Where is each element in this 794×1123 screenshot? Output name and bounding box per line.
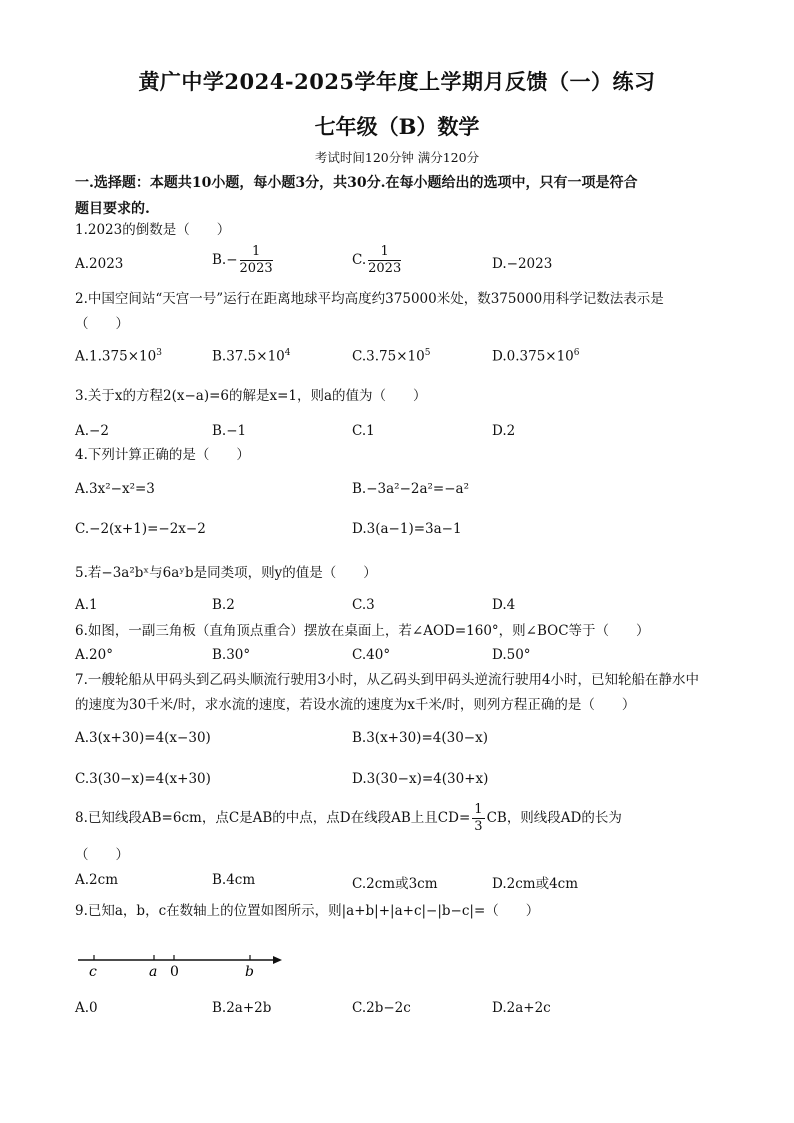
q5-option-d: D.4 [492, 597, 516, 613]
label-b: b [245, 964, 254, 980]
q8-option-b: B.4cm [212, 872, 256, 888]
q9-option-b: B.2a+2b [212, 1000, 272, 1016]
q3-option-a: A.−2 [75, 423, 109, 439]
question-2-stem: 2.中国空间站“天宫一号”运行在距离地球平均高度约375000米处，数375000用科学记数法表示是 （ ） [75, 291, 664, 332]
question-9-stem: 9.已知a，b，c在数轴上的位置如图所示，则|a+b|+|a+c|−|b−c|=（ ） [75, 903, 540, 919]
q9-option-c: C.2b−2c [352, 1000, 411, 1016]
q2-option-a: $A.1.375\times 10^3$ [75, 348, 162, 365]
q2-option-c: $C.3.75\times 10^5$ [352, 348, 431, 365]
q7-option-b: B.3(x+30)=4(30−x) [352, 730, 488, 746]
q6-option-d: D.50° [492, 647, 531, 663]
q2-option-d: $D.0.375\times 10^6$ [492, 348, 580, 365]
q7-option-d: D.3(30−x)=4(30+x) [352, 771, 489, 787]
section-line-2: 题目要求的. [75, 201, 150, 217]
q1-option-a: A.2023 [75, 256, 124, 272]
question-7-stem: 7.一艘轮船从甲码头到乙码头顺流行驶用3小时，从乙码头到甲码头逆流行驶用4小时，已知轮船在静水中 的速度为30千米/时，求水流的速度，若设水流的速度为x千米/时，则列方程正确的是（ ） [75, 672, 700, 713]
question-3-stem: 3.关于x的方程2(x−a)=6的解是x=1，则a的值为（ ） [75, 388, 427, 404]
number-line-arrow [273, 956, 282, 964]
q5-option-c: C.3 [352, 597, 375, 613]
q5-option-b: B.2 [212, 597, 235, 613]
exam-info: 考试时间120分钟 满分120分 [314, 150, 480, 165]
q8-option-c: C.2cm或3cm [352, 876, 438, 892]
question-1-stem: 1.2023的倒数是（ ） [75, 222, 231, 238]
question-6-stem: 6.如图，一副三角板（直角顶点重合）摆放在桌面上，若∠AOD=160°，则∠BOC等于（ ） [75, 623, 650, 639]
q1-b-fraction: $\frac{1}{2023}$ [239, 244, 273, 276]
q1-option-d: D.−2023 [492, 256, 553, 272]
q8-fraction: $\frac{1}{3}$ [474, 802, 483, 834]
q6-option-c: C.40° [352, 647, 391, 663]
q6-option-a: A.20° [75, 647, 113, 663]
section-heading [75, 170, 725, 222]
number-line-figure [78, 948, 288, 982]
label-a: a [149, 964, 158, 980]
q4-option-d: D.3(a−1)=3a−1 [352, 521, 462, 537]
q7-option-c: C.3(30−x)=4(x+30) [75, 771, 211, 787]
question-5-stem: 5.若−3a²bˣ与6aʸb是同类项，则y的值是（ ） [75, 565, 377, 581]
q4-option-b: B.−3a²−2a²=−a² [352, 481, 470, 497]
q5-option-a: A.1 [75, 597, 98, 613]
q1-option-b: B.− $\frac{1}{2023}$ [212, 244, 273, 276]
q7-option-a: A.3(x+30)=4(x−30) [75, 730, 211, 746]
question-4-stem: 4.下列计算正确的是（ ） [75, 447, 250, 463]
q4-option-a: A.3x²−x²=3 [75, 481, 155, 497]
q1-c-fraction: $\frac{1}{2023}$ [368, 244, 402, 276]
page-title: 黄广中学2024-2025学年度上学期月反馈（一）练习 [138, 69, 656, 94]
q8-option-d: D.2cm或4cm [492, 876, 579, 892]
q2-option-b: $B.37.5\times 10^4$ [212, 348, 291, 365]
label-c: c [89, 964, 97, 980]
q9-option-a: A.0 [75, 1000, 98, 1016]
q8-option-a: A.2cm [75, 872, 118, 888]
q1-option-c: C. $\frac{1}{2023}$ [352, 244, 402, 276]
q3-option-b: B.−1 [212, 423, 247, 439]
section-line-1: 一.选择题：本题共10小题，每小题3分，共30分.在每小题给出的选项中，只有一项是符合 [75, 175, 638, 191]
q3-option-c: C.1 [352, 423, 375, 439]
question-8-stem-2: （ ） [75, 847, 129, 863]
question-8-stem: 8.已知线段AB=6cm，点C是AB的中点，点D在线段AB上且CD= $\frac{1}{3}$ CB，则线段AD的长为 [75, 802, 622, 834]
q4-option-c: C.−2(x+1)=−2x−2 [75, 521, 206, 537]
q3-option-d: D.2 [492, 423, 516, 439]
label-0: 0 [170, 964, 179, 980]
page-subtitle: 七年级（B）数学 [314, 114, 480, 139]
q6-option-b: B.30° [212, 647, 251, 663]
q9-option-d: D.2a+2c [492, 1000, 551, 1016]
